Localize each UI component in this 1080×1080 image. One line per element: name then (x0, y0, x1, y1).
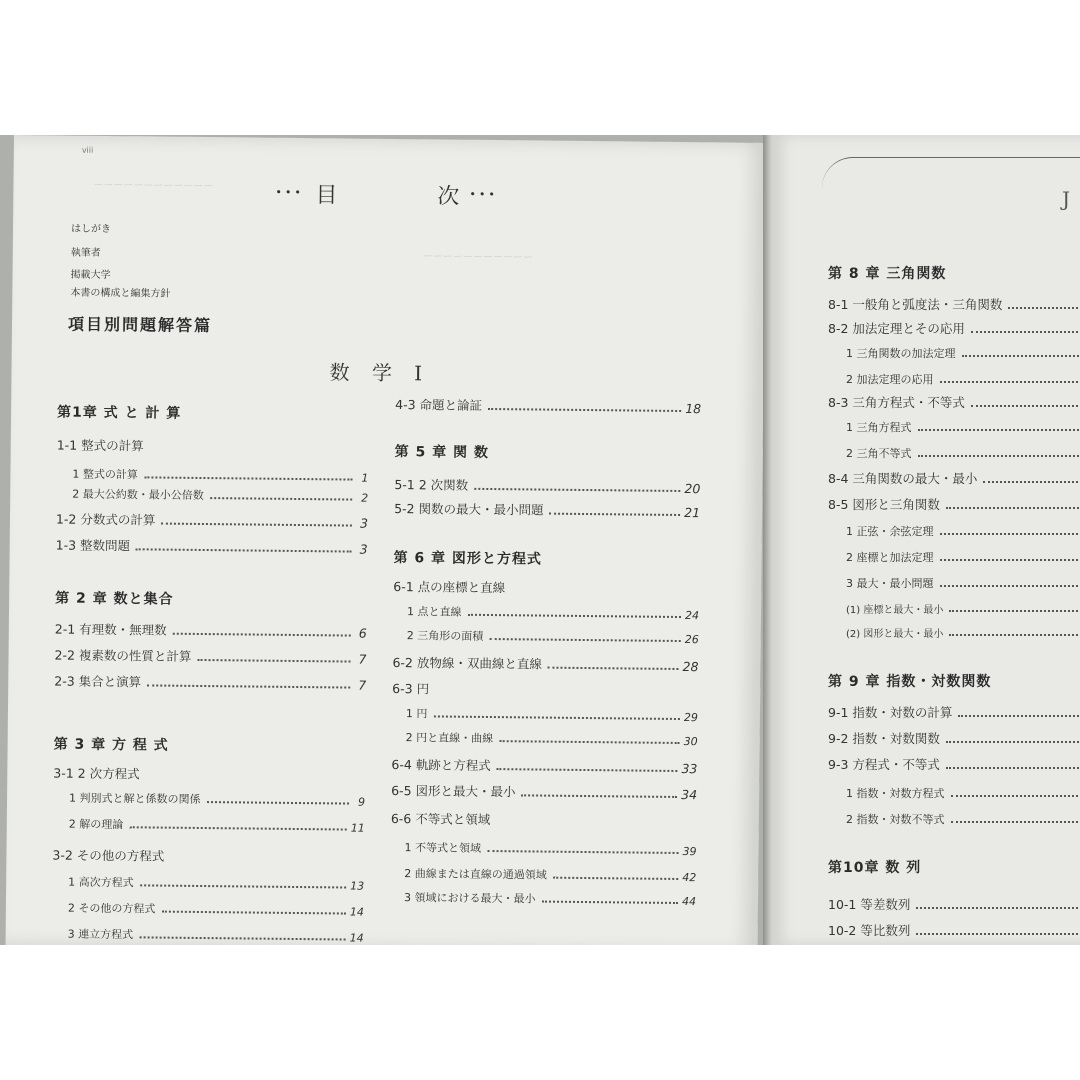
chapter-heading (828, 263, 946, 283)
toc-entry (72, 486, 368, 505)
dot-leader (144, 476, 353, 480)
entry-label: 10-1 等差数列 (828, 897, 911, 912)
toc-entry (56, 535, 368, 556)
entry-label: 第 5 章 関 数 (394, 444, 490, 461)
toc-entry (404, 865, 696, 884)
entry-label: 2 三角不等式 (846, 447, 912, 460)
page-ref: 3 (359, 515, 369, 531)
page-ref: 24 (684, 609, 700, 623)
dot-leader (129, 826, 347, 830)
entry-label: 3 連立方程式 (67, 927, 134, 942)
toc-entry (828, 729, 1080, 747)
entry-label: 2 三角形の面積 (406, 629, 484, 643)
front-matter-item: 執筆者 (70, 247, 101, 259)
toc-entry (68, 900, 364, 919)
toc-entry (846, 445, 1080, 461)
page-ref: 29 (683, 711, 699, 725)
entry-label: 9-2 指数・対数関数 (828, 731, 940, 746)
page-ref: 33 (681, 761, 698, 777)
toc-entry (846, 601, 1080, 616)
page-ref: 42 (682, 871, 697, 885)
toc-entry (828, 393, 1080, 411)
page-ref: 39 (682, 845, 697, 859)
entry-label: 4-3 命題と論証 (395, 397, 483, 413)
dot-leader (497, 768, 678, 772)
toc-entry (846, 549, 1080, 565)
entry-label: 8-1 一般角と弧度法・三角関数 (828, 297, 1003, 312)
toc-entry (56, 509, 368, 530)
left-page: viii ••• 目 次 ••• はしがき 執筆者 掲載大学 本書の構成と編集方針 項目別問題解答篇 数 学 I 第1章 式 と 計 算 1-1 整式の計算 1 整式の計算 1 2 最大公約数・最小公倍数 2 1-2 分数式の計算 3 1-3 整数問題 3 第 2 章 数と集合 2-1 有理数・無理数 6 2-2 複素数の性質と計算 7 2-3 集合と演算 7 第 3 章 方 程 式 3-1 2 次方程式 1 判別式と解と係数の関係 9 2 解の理論 11 3-2 その他の方程式 1 高次方程式 13 2 その他の方程式 14 3 連立方程式 14 4-3 命題と論証 18 第 5 章 関 数 5-1 2 次関数 20 5-2 関数の最大・最小問題 21 第 6 章 図形と方程式 6-1 点の座標と直線 1 点と直線 24 2 三角形の面積 26 6-2 放物線・双曲線と直線 28 6-3 円 1 円 29 2 円と直線・曲線 30 6-4 軌跡と方程式 33 6-5 図形と最大・最小 34 6-6 不等式と領域 1 不等式と領域 39 2 曲線または直線の通過領域 42 3 領域における最大・最小 44 ーーーーーーーーーーーー ーーーーーーーーーーー (6, 135, 766, 945)
entry-label: 1 判別式と解と係数の関係 (68, 791, 201, 806)
dot-leader (487, 850, 679, 854)
header-rule (822, 157, 1080, 188)
toc-entry (846, 523, 1080, 539)
dot-leader (951, 795, 1080, 797)
toc-entry (406, 705, 698, 724)
entry-label: 1-2 分数式の計算 (55, 511, 156, 528)
page-ref: 14 (349, 931, 364, 945)
entry-label: 第1章 式 と 計 算 (57, 404, 182, 422)
page-ref: 20 (684, 481, 701, 497)
entry-label: 1 整式の計算 (72, 467, 139, 482)
page-ref: 18 (685, 401, 702, 417)
entry-label: (1) 座標と最大・最小 (846, 605, 944, 616)
page-ref: 1 (361, 471, 369, 485)
dot-leader (474, 488, 680, 492)
dot-leader (161, 523, 352, 527)
entry-label: 1 不等式と領域 (404, 841, 482, 855)
corner-char: J (1062, 187, 1071, 211)
dot-leader (958, 715, 1080, 717)
entry-label: 2 解の理論 (68, 817, 124, 832)
toc-entry (54, 671, 366, 692)
dot-leader (433, 715, 680, 720)
dot-leader (173, 633, 351, 637)
entry-label: 6-4 軌跡と方程式 (391, 756, 491, 774)
toc-entry (53, 763, 140, 782)
toc-entry (828, 755, 1080, 773)
dot-leader (962, 355, 1080, 357)
toc-entry (57, 435, 144, 454)
toc-entry (394, 499, 700, 520)
toc-entry (394, 475, 700, 496)
dot-leader (971, 405, 1080, 407)
page-ref: 21 (684, 505, 701, 521)
entry-label: 2 加法定理の応用 (846, 373, 934, 386)
toc-entry (846, 419, 1080, 435)
toc-entry (68, 874, 364, 893)
toc-entry (407, 603, 699, 622)
entry-label: 5-2 関数の最大・最小問題 (394, 501, 544, 518)
entry-label: 2 円と直線・曲線 (405, 731, 494, 746)
entry-label: 2-3 集合と演算 (54, 673, 142, 690)
entry-label: 2 曲線または直線の通過領域 (404, 867, 547, 882)
page-ref: 13 (350, 879, 365, 893)
dot-leader (140, 884, 347, 888)
dot-leader (971, 331, 1080, 333)
dot-leader (940, 559, 1080, 561)
entry-label: 9-1 指数・対数の計算 (828, 705, 953, 720)
dot-leader (147, 684, 350, 688)
dot-leader (940, 381, 1080, 383)
toc-entry (55, 619, 367, 640)
page-ref: 6 (358, 625, 367, 641)
toc-entry (406, 729, 698, 748)
entry-label: 6-5 図形と最大・最小 (391, 782, 516, 800)
title-ornament-left: ••• (275, 185, 304, 200)
dot-leader (548, 667, 679, 670)
dot-leader (499, 740, 680, 744)
toc-entry (395, 395, 701, 416)
chapter-heading (55, 587, 174, 608)
dot-leader (946, 507, 1080, 509)
entry-label: 2 その他の方程式 (67, 901, 156, 916)
entry-label: 9-3 方程式・不等式 (828, 757, 940, 772)
toc-entry (828, 295, 1080, 313)
page-ref: 28 (682, 659, 699, 675)
toc-entry (828, 895, 1080, 913)
toc-entry (392, 679, 429, 697)
entry-label: 2 最大公約数・最小公倍数 (72, 487, 204, 503)
entry-label: 2 座標と加法定理 (846, 551, 934, 564)
entry-label: 第 6 章 図形と方程式 (393, 549, 543, 568)
toc-entry (828, 703, 1080, 721)
toc-entry (828, 495, 1080, 513)
dot-leader (946, 767, 1080, 769)
entry-label: 3 最大・最小問題 (846, 577, 934, 590)
dot-leader (983, 481, 1080, 483)
dot-leader (139, 936, 346, 940)
dot-leader (918, 429, 1080, 431)
entry-label: 第 2 章 数と集合 (55, 590, 174, 608)
entry-label: 8-4 三角関数の最大・最小 (828, 471, 978, 486)
toc-entry (846, 345, 1080, 361)
entry-label: 6-1 点の座標と直線 (393, 578, 506, 596)
chapter-heading (828, 857, 921, 877)
dot-leader (489, 638, 681, 642)
entry-label: 5-1 2 次関数 (394, 477, 469, 493)
dot-leader (553, 877, 679, 880)
dot-leader (541, 901, 678, 904)
entry-label: 6-2 放物線・双曲線と直線 (392, 654, 542, 672)
dot-leader (951, 821, 1080, 823)
dot-leader (940, 585, 1080, 587)
subject-title: 数 学 I (329, 360, 431, 386)
dot-leader (136, 548, 352, 552)
dot-leader (940, 533, 1080, 535)
page-ref: 14 (349, 905, 364, 919)
dot-leader (207, 801, 350, 804)
chapter-heading (57, 401, 181, 422)
chapter-heading (828, 671, 991, 691)
chapter-heading (395, 441, 489, 462)
toc-entry (68, 926, 364, 945)
toc-title-right: 次 (437, 184, 461, 210)
entry-label: 1-1 整式の計算 (56, 437, 144, 454)
entry-label: 2 指数・対数不等式 (846, 813, 945, 826)
entry-label: 6-6 不等式と領域 (390, 810, 491, 828)
toc-entry (828, 469, 1080, 487)
dot-leader (1008, 307, 1080, 309)
page-ref: 7 (358, 651, 367, 667)
page-ref: 30 (683, 735, 698, 749)
toc-entry (392, 653, 698, 674)
entry-label: 1 高次方程式 (68, 875, 134, 890)
chapter-heading (54, 733, 169, 754)
entry-label: 6-3 円 (392, 680, 430, 697)
entry-label: 2-1 有理数・無理数 (54, 621, 167, 638)
entry-label: 第 9 章 指数・対数関数 (828, 674, 992, 690)
book-photo (0, 135, 1080, 945)
dot-leader (949, 610, 1080, 612)
dot-leader (949, 634, 1080, 636)
entry-label: 1 指数・対数方程式 (846, 787, 945, 800)
toc-entry (828, 921, 1080, 939)
toc-entry (846, 811, 1080, 827)
toc-entry (846, 371, 1080, 387)
entry-label: 3-2 その他の方程式 (52, 847, 165, 864)
dot-leader (916, 907, 1080, 909)
title-ornament-right: ••• (469, 187, 498, 202)
toc-entry (391, 781, 697, 802)
toc-entry (846, 785, 1080, 801)
toc-entry (72, 466, 368, 485)
part-title: 項目別問題解答篇 (67, 314, 213, 336)
front-matter-item: 本書の構成と編集方針 (70, 287, 171, 300)
dot-leader (161, 911, 346, 915)
entry-label: 8-2 加法定理とその応用 (828, 321, 965, 336)
dot-leader (946, 741, 1080, 743)
toc-entry (846, 625, 1080, 640)
dot-leader (549, 513, 680, 516)
page-ref: 7 (358, 677, 367, 693)
page-number: viii (81, 145, 94, 155)
entry-label: 第10章 数 列 (828, 860, 922, 876)
toc-entry (69, 790, 365, 809)
page-ref: 9 (357, 795, 366, 809)
entry-label: 1 点と直線 (406, 605, 462, 619)
toc-entry (52, 845, 164, 864)
dot-leader (916, 933, 1080, 935)
page-ref: 44 (681, 895, 697, 909)
dot-leader (488, 408, 681, 412)
right-page (772, 135, 1080, 945)
entry-label: 8-5 図形と三角関数 (828, 497, 940, 512)
toc-entry (828, 319, 1080, 337)
toc-entry (407, 627, 699, 646)
toc-entry (393, 577, 505, 596)
dot-leader (467, 614, 681, 618)
entry-label: 1 正弦・余弦定理 (846, 525, 934, 538)
page-ref: 3 (359, 541, 368, 557)
entry-label: 3-1 2 次方程式 (53, 765, 140, 782)
entry-label: 1 三角方程式 (846, 421, 912, 434)
chapter-heading (393, 547, 542, 569)
entry-label: (2) 図形と最大・最小 (846, 629, 944, 640)
toc-entry (404, 889, 696, 908)
dot-leader (918, 455, 1080, 457)
toc-entry (54, 645, 366, 666)
entry-label: 1 三角関数の加法定理 (846, 347, 956, 360)
entry-label: 1-3 整数問題 (55, 537, 131, 554)
toc-title-left: 目 (315, 183, 339, 209)
toc-entry (391, 809, 491, 828)
dot-leader (197, 659, 350, 663)
entry-label: 第 8 章 三角関数 (828, 266, 947, 282)
page-ref: 34 (681, 787, 698, 803)
entry-label: 8-3 三角方程式・不等式 (828, 395, 965, 410)
entry-label: 10-2 等比数列 (828, 923, 911, 938)
page-ref: 26 (684, 633, 699, 647)
page-ref: 2 (361, 491, 369, 505)
toc-entry (391, 755, 697, 776)
entry-label: 第 3 章 方 程 式 (53, 736, 169, 754)
toc-entry (846, 575, 1080, 591)
entry-label: 1 円 (405, 707, 428, 721)
entry-label: 3 領域における最大・最小 (403, 891, 536, 906)
dot-leader (210, 497, 353, 500)
toc-entry (69, 816, 365, 835)
entry-label: 2-2 複素数の性質と計算 (54, 647, 192, 664)
dot-leader (521, 794, 677, 798)
toc-entry (404, 839, 696, 858)
front-matter-item: はしがき (70, 223, 112, 236)
page-ref: 11 (350, 821, 365, 835)
front-matter-item: 掲載大学 (70, 269, 111, 282)
